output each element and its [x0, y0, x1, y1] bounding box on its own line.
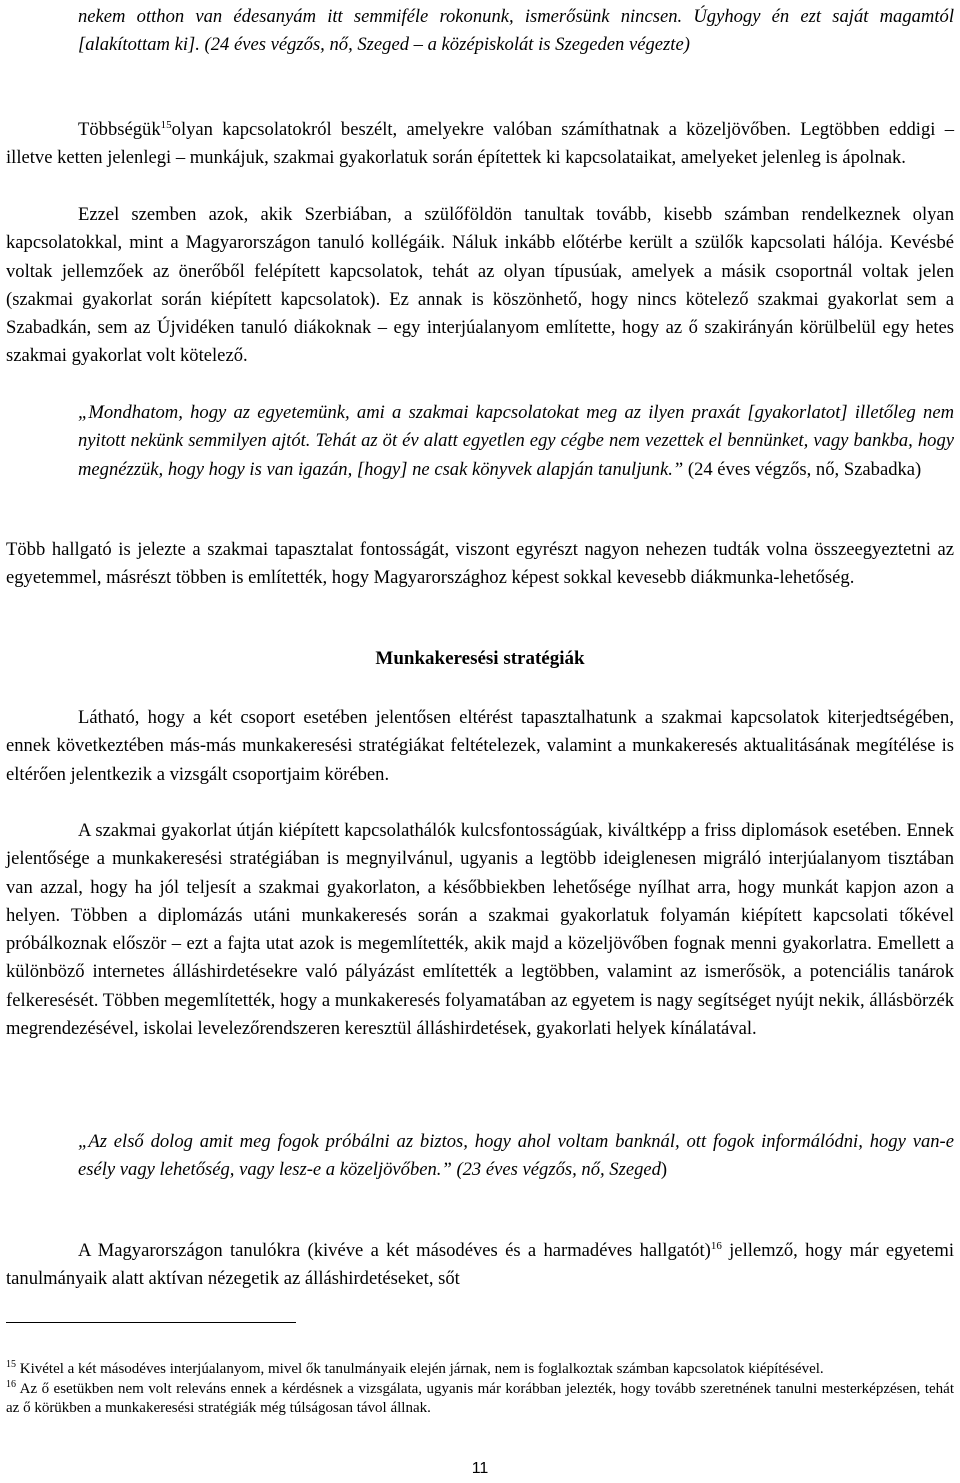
quote-2-attribution: ) [660, 1159, 668, 1181]
footnote-separator [6, 1322, 296, 1323]
top-quote-text: nekem otthon van édesanyám itt semmiféle rokonunk, ismerősünk nincsen. Úgyhogy én ezt saját magamtól [alakítottam ki]. (24 éves végzős, nő, Szeged – a középiskolát is Szegeden végezte) [78, 6, 954, 56]
footnotes [6, 1360, 954, 1419]
footnote-16 [6, 1380, 954, 1419]
paragraph-2-text: Ezzel szemben azok, akik Szerbiában, a szülőföldön tanultak tovább, kisebb számban rendelkeznek olyan kapcsolatokkal, mint a Magyarországon tanuló kollégáik. Náluk inkább előtérbe került a szülők kapcsolati hálója. Kevésbé voltak jellemzőek az önerőből felépített kapcsolatok, tehát az olyan típusúak, amelyek a másik csoportnál voltak jelen (szakmai gyakorlat során kiépített kapcsolatok). Ez annak is köszönhető, hogy nincs kötelező szakmai gyakorlat sem a Szabadkán, sem az Újvidéken tanuló diákoknak – egy interjúalanyom említette, hogy az ő szakirányán körülbelül egy hetes szakmai gyakorlat volt kötelező. [6, 204, 954, 367]
paragraph-1-text: olyan kapcsolatokról beszélt, amelyekre valóban számíthatnak a közeljövőben. Legtöbben eddigi – illetve ketten jelenlegi – munkájuk, szakmai gyakorlatuk során építettek ki kapcsolataikat, amelyeket jelenleg is ápolnak. [6, 119, 954, 169]
footnote-15 [6, 1360, 954, 1380]
quote-1-attribution: (24 éves végzős, nő, Szabadka) [687, 458, 922, 480]
quote-2-text: „Az első dolog amit meg fogok próbálni az biztos, hogy ahol voltam banknál, ott fogok informálódni, hogy van-e esély vagy lehetőség, vagy lesz-e a közeljövőben.” (23 éves végzős, nő, Szeged [78, 1131, 954, 1181]
paragraph-4 [6, 704, 954, 789]
paragraph-6 [6, 1237, 954, 1294]
paragraph-6-text: jellemző, hogy már egyetemi tanulmányaik alatt aktívan nézegetik az álláshirdetéseket, sőt [6, 1240, 955, 1290]
paragraph-1-lead: Többségük [78, 119, 161, 140]
paragraph-4-text: Látható, hogy a két csoport esetében jelentősen eltérést tapasztalhatunk a szakmai kapcsolatok kiterjedtségében, ennek következtében más-más munkakeresési stratégiákat feltételezek, valamint a munkakeresés aktualitásának megítélése is eltérően jelentkezik a vizsgált csoportjaim körében. [6, 707, 954, 785]
quote-1 [78, 399, 954, 484]
footnote-15-text: Kivétel a két másodéves interjúalanyom, mivel ők tanulmányaik elején járnak, nem is foglalkoztak számban kapcsolatok kiépítésével. [16, 1361, 824, 1377]
top-quote [78, 3, 954, 60]
paragraph-3 [6, 536, 954, 593]
footnote-15-number: 15 [6, 1359, 16, 1370]
quote-2 [78, 1128, 954, 1185]
page-number: 11 [471, 1460, 489, 1477]
paragraph-6-lead: A Magyarországon tanulókra (kivéve a két másodéves és a harmadéves hallgatót) [78, 1240, 711, 1261]
paragraph-5-text: A szakmai gyakorlat útján kiépített kapcsolathálók kulcsfontosságúak, kiváltképp a friss diplomások esetében. Ennek jelentősége a munkakeresési stratégiában is megnyilvánul, ugyanis a legtöbb ideiglenesen migráló interjúalanyom tisztában van azzal, hogy ha jól teljesít a szakmai gyakorlaton, a későbbiekben lehetősége nyílhat arra, hogy munkát kapjon azon a helyen. Többen a diplomázás utáni munkakeresés során a szakmai gyakorlatuk folyamán kiépített kapcsolati tőkével próbálkoznak először – ezt a fajta utat azok is megemlítették, akik majd a közeljövőben fognak menni gyakorlatra. Emellett a különböző internetes álláshirdetésekre való pályázást említették a legtöbben, valamint az ismerősök, a potenciális tanárok felkeresését. Többen megemlítették, hogy a munkakeresés folyamatában az egyetem is nagy segítséget nyújt nekik, állásbörzék megrendezésével, iskolai levelezőrendszeren keresztül álláshirdetések, gyakorlati helyek kínálatával. [6, 820, 954, 1040]
footnote-ref-15: 15 [160, 119, 172, 131]
footnote-ref-16: 16 [710, 1240, 722, 1252]
footnote-16-number: 16 [6, 1378, 16, 1390]
paragraph-5 [6, 817, 954, 1043]
paragraph-1 [6, 116, 954, 173]
paragraph-3-text: Több hallgató is jelezte a szakmai tapasztalat fontosságát, viszont egyrészt nagyon nehezen tudták volna összeegyeztetni az egyetemmel, másrészt többen is említették, hogy Magyarországhoz képest sokkal kevesebb diákmunka-lehetőség. [6, 539, 954, 589]
footnote-16-text: Az ő esetükben nem volt releváns ennek a kérdésnek a vizsgálata, ugyanis már korábban jelezték, hogy tovább szeretnének tanulni mesterképzésen, tehát az ő körükben a munkakeresési stratégiák még túlságosan távol állnak. [6, 1380, 954, 1416]
paragraph-2 [6, 201, 954, 371]
quote-1-text: „Mondhatom, hogy az egyetemünk, ami a szakmai kapcsolatokat meg az ilyen praxát [gyakorlatot] illetőleg nem nyitott nekünk semmilyen ajtót. Tehát az öt év alatt egyetlen egy cégbe nem vezettek el bennünket, vagy bankba, hogy megnézzük, hogy hogy is van igazán, [hogy] ne csak könyvek alapján tanuljunk.” [78, 402, 954, 480]
section-heading: Munkakeresési stratégiák [375, 648, 585, 669]
